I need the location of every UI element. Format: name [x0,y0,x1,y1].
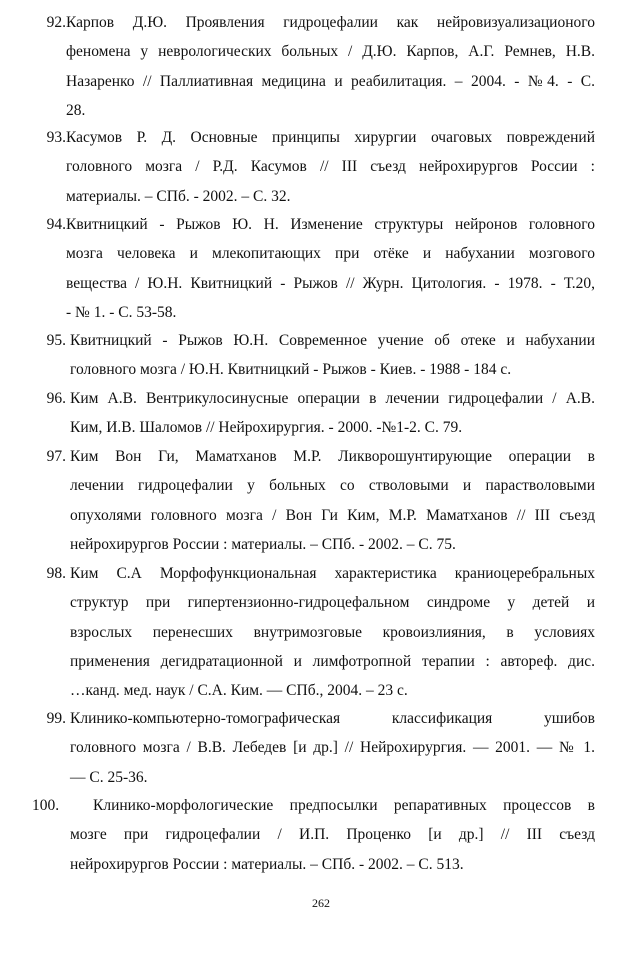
reference-line: Клинико-компьютерно-томографическая классификация ушибов [70,710,595,727]
reference-number: 93. [46,129,66,146]
reference-number: 99. [46,710,66,727]
reference-line: материалы. – СПб. - 2002. – С. 32. [66,187,291,205]
reference-line: Ким С.А Морфофункциональная характеристика краниоцеребральных [70,565,595,582]
reference-line: Ким, И.В. Шаломов // Нейрохирургия. - 2000. -№1-2. С. 79. [70,419,463,437]
reference-line: применения дегидратационной и лимфотропной терапии : автореф. дис. [70,652,595,670]
reference-line: головного мозга / В.В. Лебедев [и др.] // Нейрохирургия. — 2001. — № 1. [70,739,595,757]
reference-line: головного мозга / Р.Д. Касумов // III съезд нейрохирургов России : [66,158,595,176]
reference-entry-94 [66,210,595,327]
reference-line: Карпов Д.Ю. Проявления гидроцефалии как нейровизуализационого [66,14,595,31]
reference-line: лечении гидроцефалии у больных со стволовыми и парастволовыми [70,477,595,495]
reference-line: 28. [66,101,86,119]
reference-entry-93 [66,123,595,211]
reference-number: 98. [46,565,66,582]
reference-line: нейрохирургов России : материалы. – СПб. - 2002. – С. 513. [70,855,464,873]
reference-line: нейрохирургов России : материалы. – СПб. - 2002. – С. 75. [70,535,456,553]
reference-line: Касумов Р. Д. Основные принципы хирургии очаговых повреждений [66,129,595,146]
reference-line: Квитницкий - Рыжов Ю. Н. Изменение структуры нейронов головного [66,216,595,233]
reference-entry-98 [70,559,595,705]
page-number: 262 [312,896,330,910]
reference-number: 92. [46,14,66,31]
reference-entry-99 [70,704,595,792]
reference-number: 94. [46,216,66,233]
reference-line: Назаренко // Паллиативная медицина и реабилитация. – 2004. - №4. - С. [66,72,595,90]
reference-line: Ким Вон Ги, Маматханов М.Р. Ликворошунтирующие операции в [70,448,595,465]
reference-line: Ким А.В. Вентрикулосинусные операции в лечении гидроцефалии / А.В. [70,390,595,407]
reference-line: опухолями головного мозга / Вон Ги Ким, М.Р. Маматханов // III съезд [70,506,595,524]
reference-line: - № 1. - С. 53-58. [66,303,177,321]
reference-entry-97 [70,442,595,559]
reference-line: взрослых перенесших внутримозговые кровоизлияния, в условиях [70,623,595,641]
reference-line: Квитницкий - Рыжов Ю.Н. Современное учение об отеке и набухании [70,332,595,349]
reference-line: феномена у неврологических больных / Д.Ю. Карпов, А.Г. Ремнев, Н.В. [66,43,595,61]
reference-entry-100-first [93,791,595,820]
reference-line: мозга человека и млекопитающих при отёке и набухании мозгового [66,245,595,263]
reference-entry-92 [66,8,595,125]
reference-number: 95. [46,332,66,349]
reference-line: мозге при гидроцефалии / И.П. Проценко [и др.] // III съезд [70,826,595,844]
reference-number: 96. [46,390,66,407]
reference-number: 100. [32,797,60,814]
reference-entry-96 [70,384,595,443]
reference-line: …канд. мед. наук / С.А. Ким. — СПб., 2004. – 23 с. [70,682,408,700]
reference-line: вещества / Ю.Н. Квитницкий - Рыжов // Журн. Цитология. - 1978. - Т.20, [66,274,595,292]
reference-line: головного мозга / Ю.Н. Квитницкий - Рыжов - Киев. - 1988 - 184 с. [70,361,512,379]
reference-line: — С. 25-36. [70,768,148,786]
reference-number: 97. [46,448,66,465]
reference-entry-100-rest [70,820,595,879]
reference-line: структур при гипертензионно-гидроцефальном синдроме у детей и [70,594,595,612]
reference-entry-95 [70,326,595,385]
reference-line: Клинико-морфологические предпосылки репаративных процессов в [93,797,595,814]
